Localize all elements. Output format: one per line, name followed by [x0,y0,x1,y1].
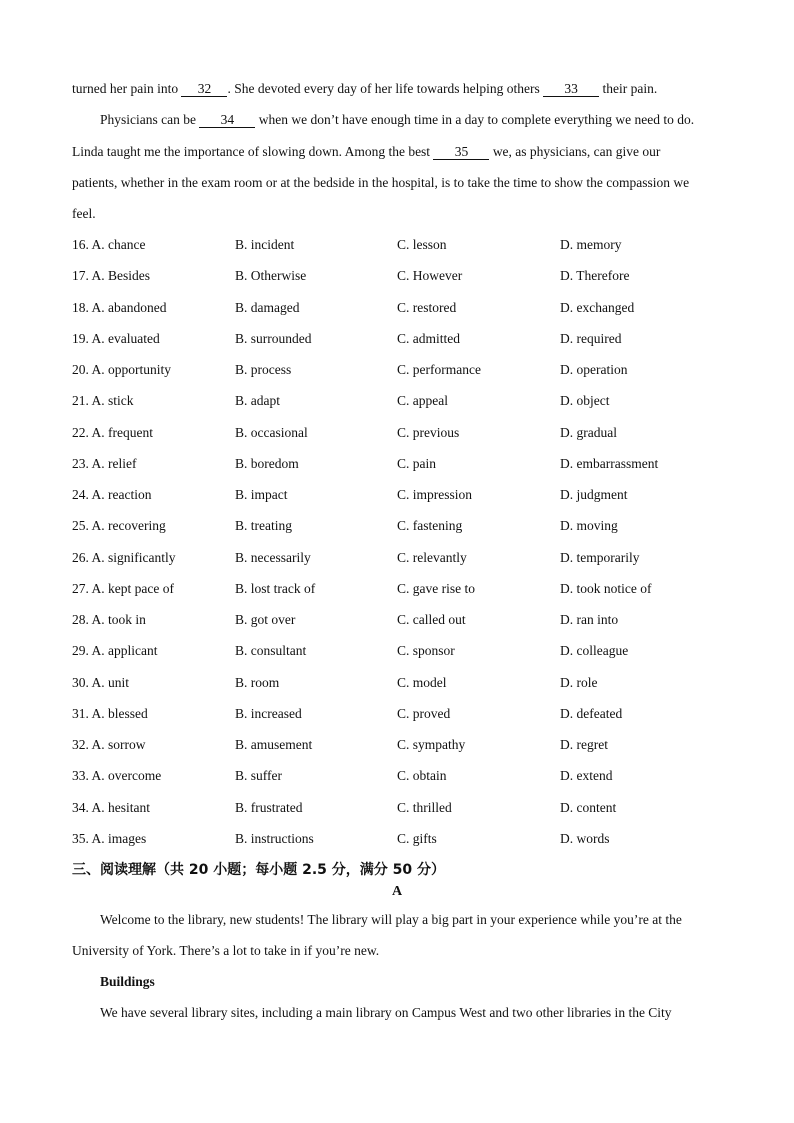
option-a: 20. A. opportunity [72,362,172,377]
option-row [0,706,794,722]
option-d: D. role [560,674,598,690]
option-a: 34. A. hesitant [72,799,150,815]
option-a: 24. A. reaction [72,487,152,502]
option-row [0,643,794,659]
option-b: B. Otherwise [235,268,307,284]
option-row [0,831,794,847]
option-c: C. gifts [397,830,437,846]
option-row [0,393,794,409]
option-c: C. previous [397,424,460,440]
option-b: B. amusement [235,737,313,752]
option-row [0,612,794,628]
option-c: C. sponsor [397,643,455,659]
option-c: C. relevantly [397,549,467,565]
passage-line-3 [72,144,660,160]
option-b: B. necessarily [235,549,311,565]
option-c: C. admitted [397,330,460,346]
option-d: D. colleague [560,643,629,659]
option-c: C. thrilled [397,799,452,815]
text-span: their pain. [599,81,658,96]
option-row [0,331,794,347]
option-c: C. proved [397,705,451,721]
option-a: 18. A. abandoned [72,299,167,315]
part-label: A [391,884,403,899]
option-c: C. model [397,674,447,690]
option-d: D. object [560,393,610,409]
option-b: B. impact [235,487,288,502]
option-a: 21. A. stick [72,393,134,409]
text-span: Linda taught me the importance of slowing down. Among the best [72,144,434,159]
blank-32: 32 [181,82,227,97]
option-row [0,268,794,284]
option-b: B. frustrated [235,799,303,815]
option-row [0,675,794,691]
option-row [0,300,794,316]
option-d: D. extend [560,768,613,784]
option-d: D. judgment [560,487,628,502]
option-a: 28. A. took in [72,612,146,627]
option-b: B. occasional [235,424,308,440]
option-d: D. defeated [560,705,623,721]
option-b: B. damaged [235,299,300,315]
option-b: B. adapt [235,393,280,409]
option-row [0,581,794,597]
option-a: 22. A. frequent [72,424,153,440]
option-a: 19. A. evaluated [72,330,160,346]
option-a: 26. A. significantly [72,549,176,565]
text-span: Physicians can be [100,112,200,127]
text-span: turned her pain into [72,81,182,96]
option-row [0,800,794,816]
blank-35: 35 [433,145,489,160]
option-c: C. performance [397,362,481,377]
option-c: C. lesson [397,237,447,252]
option-c: C. called out [397,612,466,627]
option-c: C. appeal [397,393,448,409]
option-a: 35. A. images [72,830,147,846]
option-a: 31. A. blessed [72,705,148,721]
passage-line-4: patients, whether in the exam room or at the bedside in the hospital, is to take the time to show the compassion we [72,175,690,190]
option-c: C. obtain [397,768,447,784]
reading-subheading: Buildings [100,974,155,989]
option-c: C. However [397,268,463,284]
option-b: B. increased [235,705,302,721]
option-b: B. consultant [235,643,307,659]
option-b: B. treating [235,518,292,534]
blank-33: 33 [543,82,599,97]
option-b: B. room [235,674,280,690]
option-d: D. words [560,830,610,846]
option-d: D. required [560,330,622,346]
option-b: B. instructions [235,830,314,846]
option-d: D. content [560,799,617,815]
option-a: 33. A. overcome [72,768,162,784]
option-d: D. exchanged [560,299,635,315]
option-d: D. Therefore [560,268,630,284]
option-row [0,487,794,503]
option-b: B. suffer [235,768,282,784]
option-c: C. fastening [397,518,463,534]
option-c: C. gave rise to [397,580,475,596]
option-d: D. operation [560,362,628,377]
option-a: 29. A. applicant [72,643,158,659]
option-d: D. took notice of [560,580,652,596]
option-a: 25. A. recovering [72,518,166,534]
option-d: D. temporarily [560,549,640,565]
option-a: 17. A. Besides [72,268,151,284]
option-row [0,362,794,378]
blank-34: 34 [199,113,255,128]
option-d: D. moving [560,518,618,534]
option-b: B. incident [235,237,295,252]
option-a: 32. A. sorrow [72,737,146,752]
option-d: D. gradual [560,424,617,440]
option-row [0,425,794,441]
passage-line-1 [72,81,657,97]
option-row [0,768,794,784]
reading-line-3: We have several library sites, including a main library on Campus West and two other libraries in the City [100,1005,672,1020]
option-b: B. boredom [235,455,299,471]
option-d: D. memory [560,237,622,252]
passage-line-2 [100,112,694,128]
option-c: C. sympathy [397,737,466,752]
option-c: C. restored [397,299,457,315]
option-a: 27. A. kept pace of [72,580,174,596]
passage-line-5: feel. [72,206,96,221]
reading-line-2: University of York. There’s a lot to take in if you’re new. [72,943,380,958]
option-d: D. regret [560,737,608,752]
text-span: . She devoted every day of her life towards helping others [227,81,544,96]
option-b: B. lost track of [235,580,316,596]
option-c: C. pain [397,455,436,471]
option-row [0,518,794,534]
option-b: B. surrounded [235,330,312,346]
option-d: D. ran into [560,612,619,627]
option-row [0,456,794,472]
option-a: 23. A. relief [72,455,137,471]
option-row [0,737,794,753]
option-row [0,550,794,566]
option-a: 30. A. unit [72,674,130,690]
option-b: B. process [235,362,292,377]
text-span: we, as physicians, can give our [489,144,661,159]
option-d: D. embarrassment [560,455,659,471]
option-row [0,237,794,253]
option-a: 16. A. chance [72,237,146,252]
option-b: B. got over [235,612,296,627]
text-span: when we don’t have enough time in a day to complete everything we need to do. [255,112,695,127]
section-heading: 三、阅读理解（共 20 小题；每小题 2.5 分，满分 50 分） [72,862,446,878]
reading-line-1: Welcome to the library, new students! The library will play a big part in your experience while you’re at the [100,912,682,927]
option-c: C. impression [397,487,473,502]
